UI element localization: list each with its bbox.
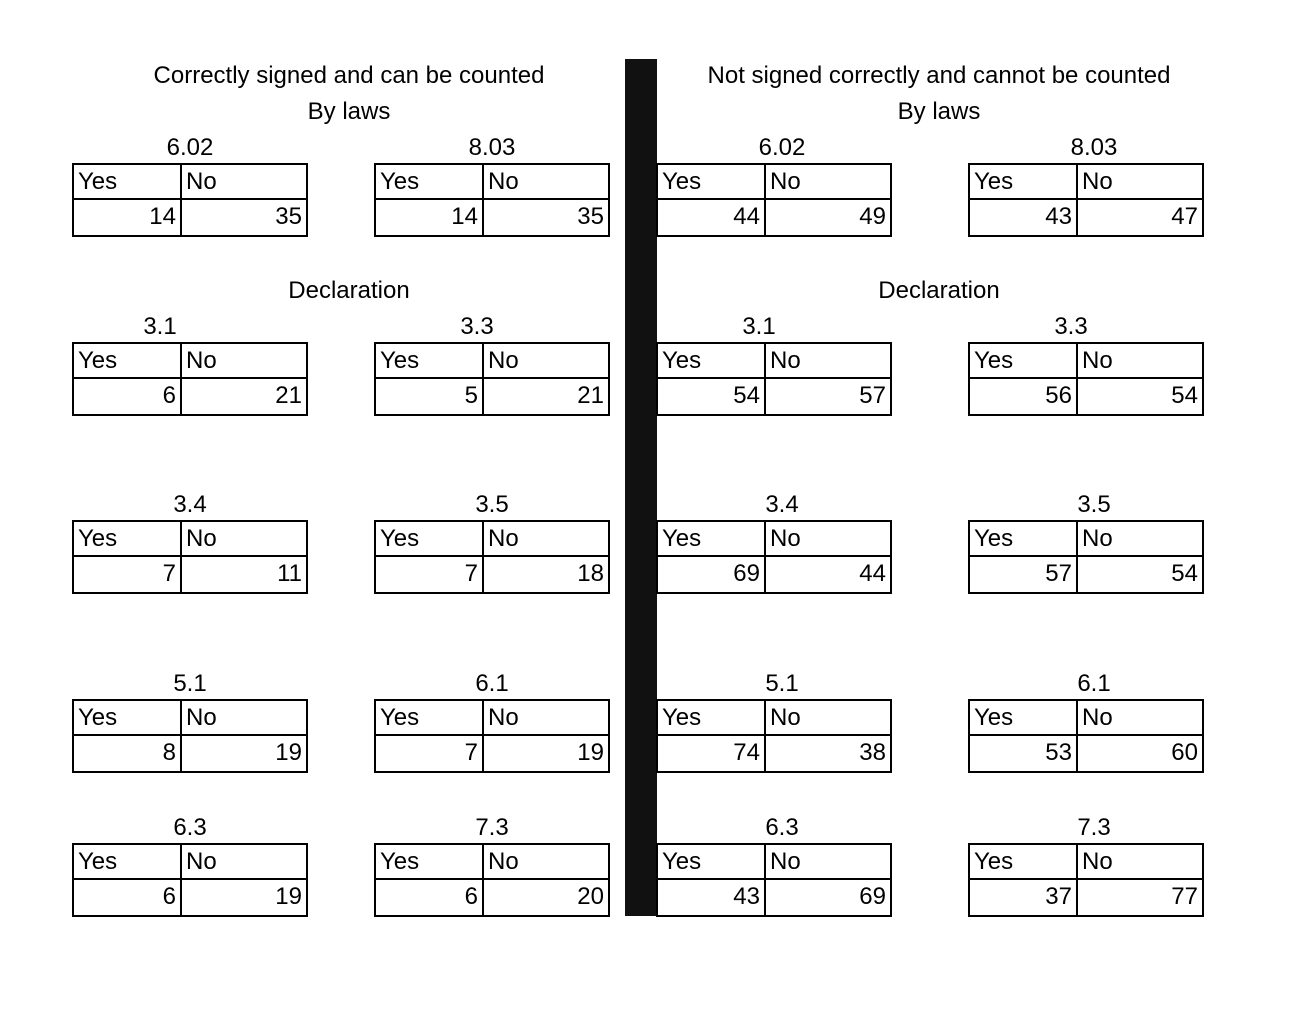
no-header: No	[484, 344, 608, 379]
yes-no-grid	[374, 520, 610, 594]
yes-value: 56	[970, 379, 1078, 414]
table-label: 6.1	[475, 670, 509, 697]
table-label: 5.1	[173, 670, 207, 697]
no-value: 47	[1171, 203, 1198, 230]
yes-no-grid	[374, 843, 610, 917]
table-label: 5.1	[765, 670, 799, 697]
no-value: 11	[277, 560, 302, 587]
no-header: No	[484, 845, 608, 880]
yes-header: Yes	[658, 845, 766, 880]
yes-no-grid	[656, 843, 892, 917]
yes-no-grid	[72, 163, 308, 237]
yes-value: 7	[376, 557, 484, 592]
yes-header: Yes	[970, 701, 1078, 736]
yes-no-grid	[72, 843, 308, 917]
left-section-title: Correctly signed and can be counted	[153, 62, 545, 89]
no-header: No	[1078, 344, 1202, 379]
table-label: 3.4	[765, 491, 799, 518]
yes-no-grid	[656, 520, 892, 594]
yes-value: 14	[376, 200, 484, 235]
no-header: No	[182, 845, 306, 880]
yes-no-grid	[968, 843, 1204, 917]
yes-value: 7	[376, 736, 484, 771]
no-header: No	[182, 701, 306, 736]
no-value: 57	[859, 382, 886, 409]
yes-value: 74	[658, 736, 766, 771]
yes-value: 43	[970, 200, 1078, 235]
yes-value: 5	[376, 379, 484, 414]
no-header: No	[1078, 165, 1202, 200]
yes-no-grid	[968, 699, 1204, 773]
no-value: 69	[859, 883, 886, 910]
table-label: 3.1	[143, 313, 177, 340]
yes-no-grid	[72, 342, 308, 416]
left-declaration-heading: Declaration	[288, 277, 410, 304]
yes-value: 57	[970, 557, 1078, 592]
table-label: 8.03	[1070, 134, 1118, 161]
yes-header: Yes	[74, 344, 182, 379]
no-header: No	[484, 165, 608, 200]
yes-header: Yes	[970, 522, 1078, 557]
no-value: 19	[275, 883, 302, 910]
no-value: 19	[577, 739, 604, 766]
no-header: No	[766, 701, 890, 736]
yes-no-grid	[374, 163, 610, 237]
yes-header: Yes	[970, 845, 1078, 880]
yes-header: Yes	[970, 165, 1078, 200]
table-label: 8.03	[468, 134, 516, 161]
no-header: No	[1078, 845, 1202, 880]
yes-no-grid	[374, 342, 610, 416]
section-divider	[625, 59, 657, 916]
no-header: No	[182, 344, 306, 379]
yes-value: 7	[74, 557, 182, 592]
yes-value: 14	[74, 200, 182, 235]
yes-header: Yes	[74, 701, 182, 736]
no-value: 20	[577, 883, 604, 910]
yes-value: 37	[970, 880, 1078, 915]
no-value: 38	[859, 739, 886, 766]
yes-header: Yes	[74, 522, 182, 557]
yes-header: Yes	[74, 165, 182, 200]
no-header: No	[484, 701, 608, 736]
no-header: No	[766, 522, 890, 557]
yes-value: 54	[658, 379, 766, 414]
yes-value: 6	[376, 880, 484, 915]
table-label: 6.02	[166, 134, 214, 161]
yes-no-grid	[656, 163, 892, 237]
no-value: 77	[1171, 883, 1198, 910]
yes-header: Yes	[376, 344, 484, 379]
no-header: No	[766, 165, 890, 200]
yes-header: Yes	[658, 701, 766, 736]
yes-header: Yes	[376, 845, 484, 880]
yes-header: Yes	[658, 522, 766, 557]
yes-value: 53	[970, 736, 1078, 771]
yes-header: Yes	[376, 165, 484, 200]
yes-no-grid	[656, 342, 892, 416]
yes-value: 69	[658, 557, 766, 592]
yes-header: Yes	[74, 845, 182, 880]
no-value: 54	[1171, 382, 1198, 409]
yes-no-grid	[72, 520, 308, 594]
no-value: 21	[577, 382, 604, 409]
yes-no-grid	[374, 699, 610, 773]
no-header: No	[766, 845, 890, 880]
yes-value: 6	[74, 379, 182, 414]
table-label: 3.3	[1054, 313, 1088, 340]
yes-value: 6	[74, 880, 182, 915]
no-header: No	[1078, 701, 1202, 736]
no-value: 54	[1171, 560, 1198, 587]
right-declaration-heading: Declaration	[878, 277, 1000, 304]
yes-no-grid	[656, 699, 892, 773]
no-value: 60	[1171, 739, 1198, 766]
right-bylaws-heading: By laws	[897, 98, 981, 125]
no-value: 21	[275, 382, 302, 409]
no-value: 49	[859, 203, 886, 230]
yes-header: Yes	[658, 344, 766, 379]
table-label: 6.3	[173, 814, 207, 841]
no-header: No	[182, 522, 306, 557]
no-header: No	[484, 522, 608, 557]
table-label: 7.3	[475, 814, 509, 841]
no-value: 19	[275, 739, 302, 766]
no-value: 44	[859, 560, 886, 587]
no-header: No	[1078, 522, 1202, 557]
table-label: 3.3	[460, 313, 494, 340]
yes-no-grid	[968, 342, 1204, 416]
table-label: 6.1	[1077, 670, 1111, 697]
right-section-title: Not signed correctly and cannot be counted	[707, 62, 1171, 89]
yes-header: Yes	[376, 522, 484, 557]
no-value: 35	[577, 203, 604, 230]
table-label: 3.5	[475, 491, 509, 518]
left-bylaws-heading: By laws	[307, 98, 391, 125]
table-label: 3.4	[173, 491, 207, 518]
no-header: No	[766, 344, 890, 379]
table-label: 6.3	[765, 814, 799, 841]
yes-header: Yes	[658, 165, 766, 200]
no-value: 35	[275, 203, 302, 230]
yes-no-grid	[968, 520, 1204, 594]
table-label: 3.1	[742, 313, 776, 340]
yes-value: 8	[74, 736, 182, 771]
table-label: 7.3	[1077, 814, 1111, 841]
yes-header: Yes	[970, 344, 1078, 379]
table-label: 6.02	[758, 134, 806, 161]
yes-value: 43	[658, 880, 766, 915]
yes-no-grid	[72, 699, 308, 773]
no-header: No	[182, 165, 306, 200]
no-value: 18	[577, 560, 604, 587]
yes-header: Yes	[376, 701, 484, 736]
table-label: 3.5	[1077, 491, 1111, 518]
yes-no-grid	[968, 163, 1204, 237]
yes-value: 44	[658, 200, 766, 235]
